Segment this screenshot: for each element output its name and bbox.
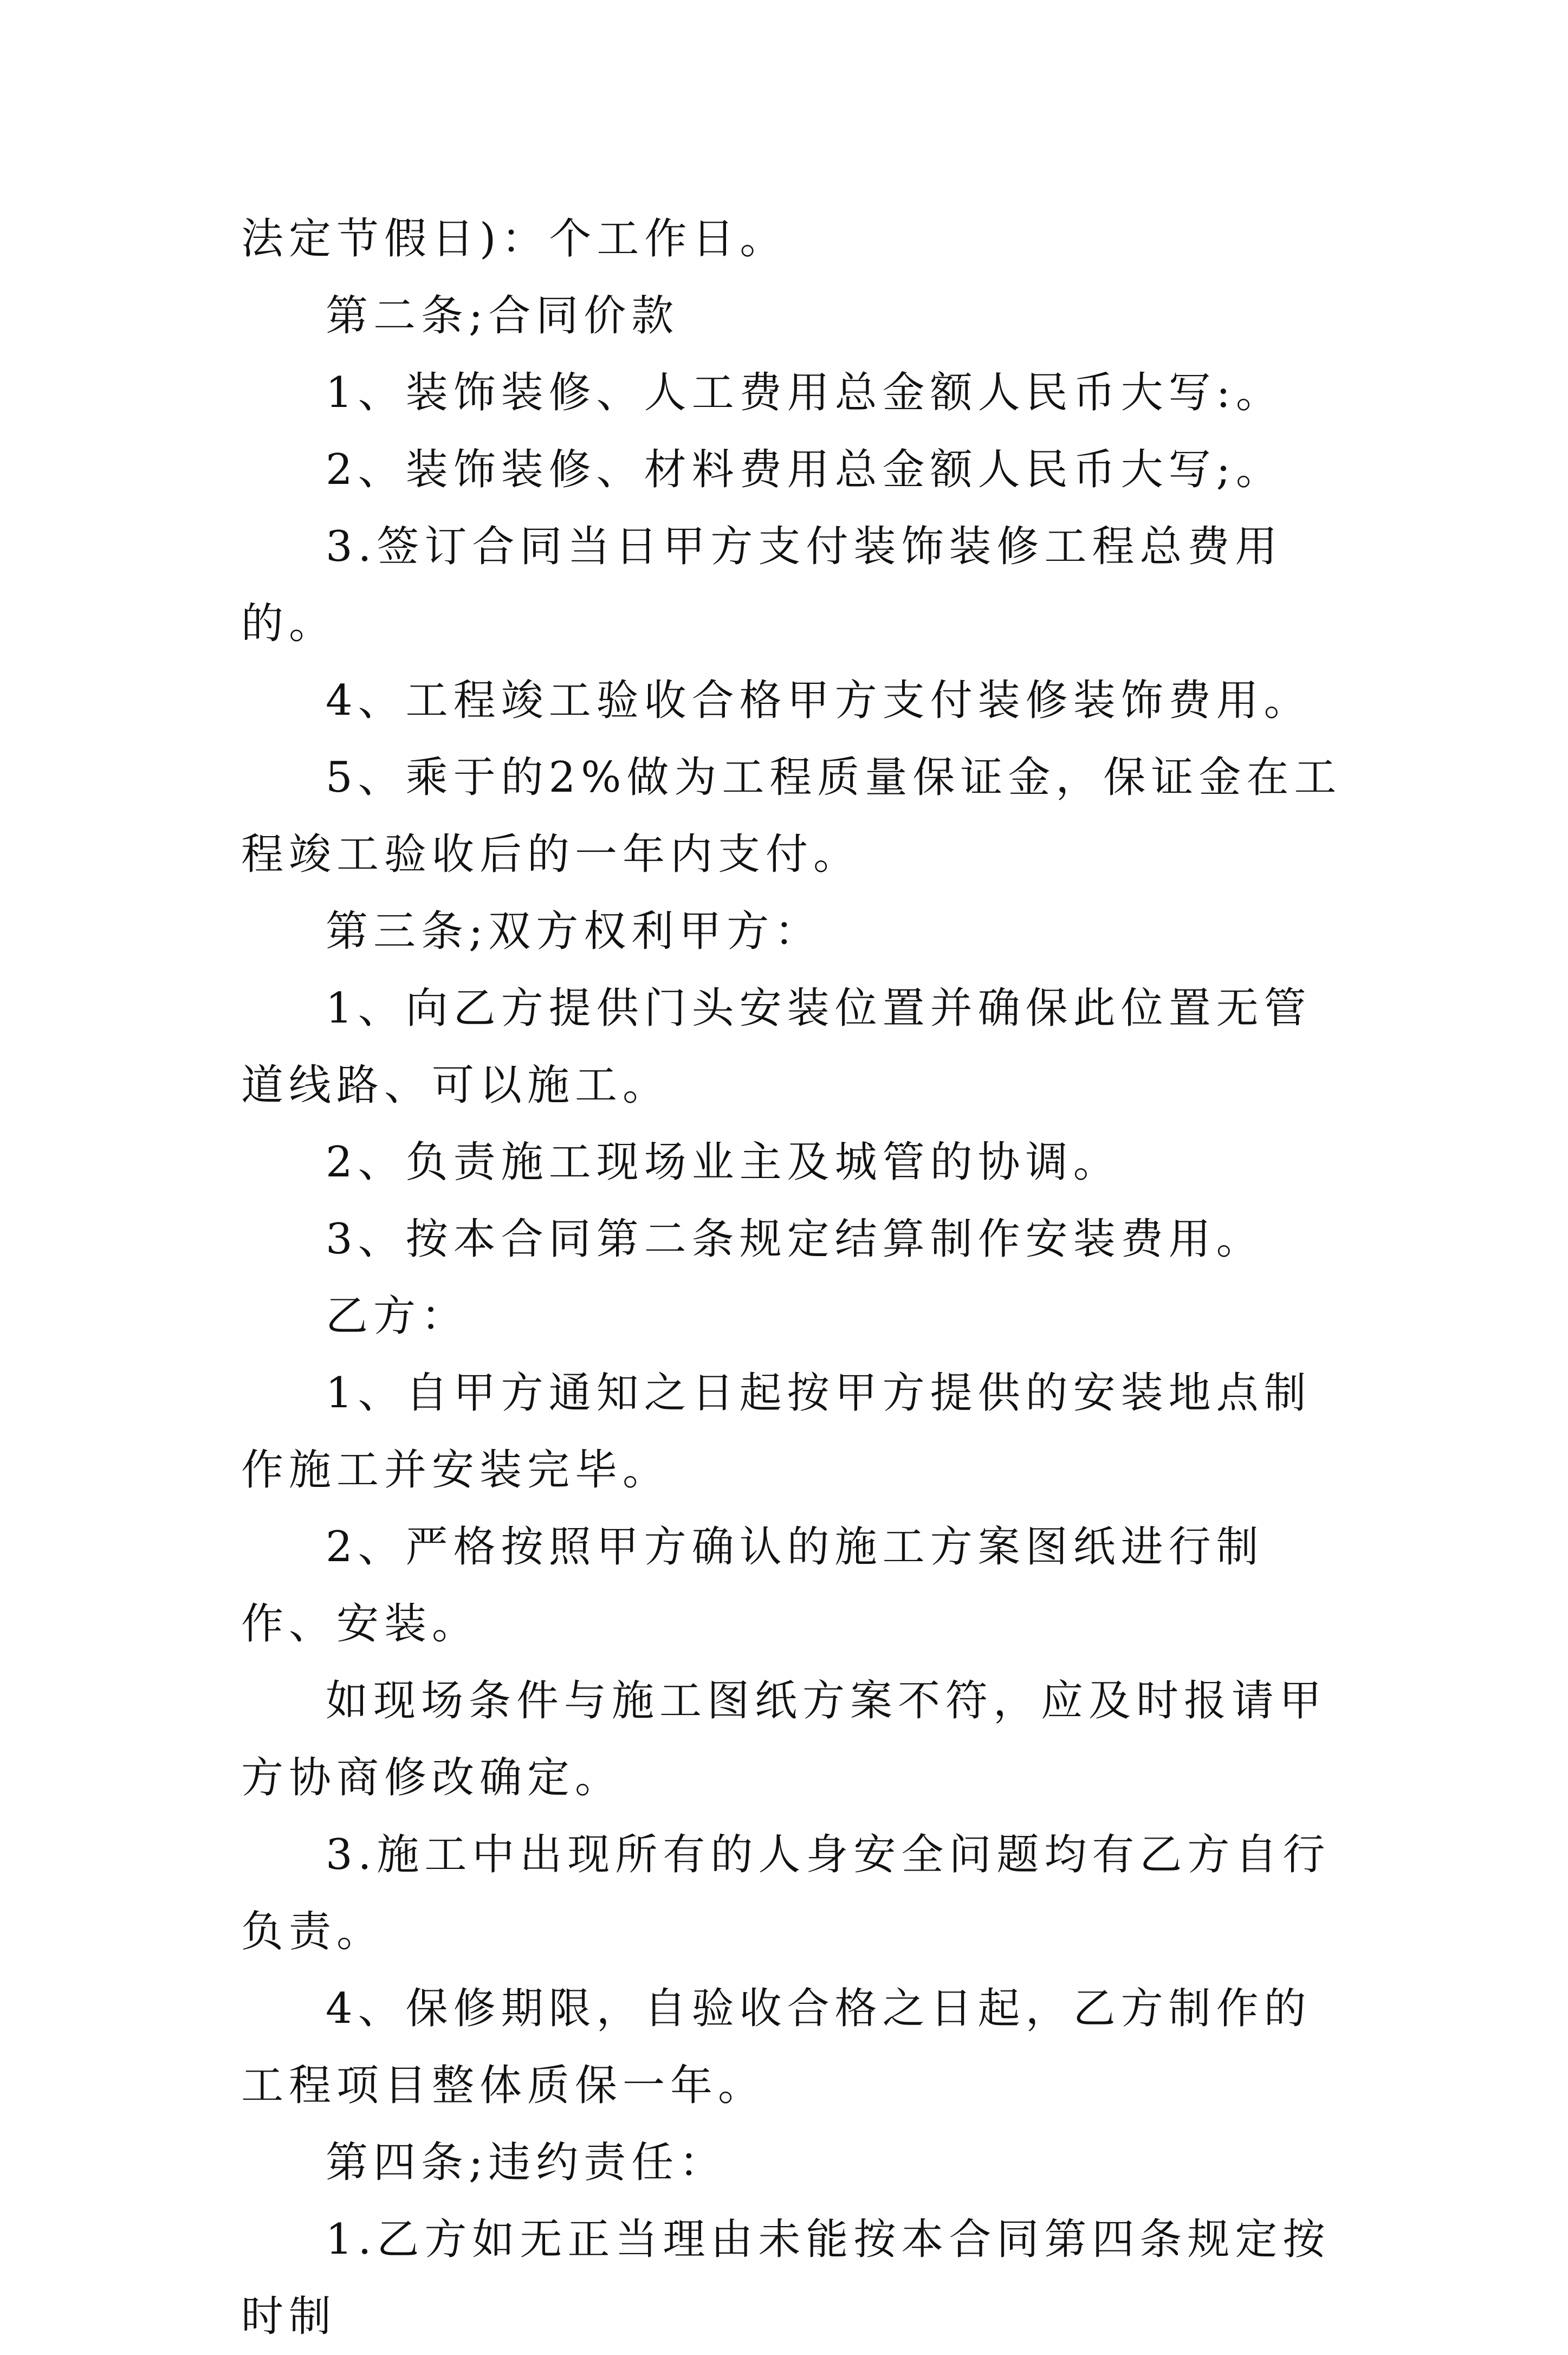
paragraph-continuation: 法定节假日)：个工作日。 [241, 215, 788, 263]
paragraph: 1、向乙方提供门头安装位置并确保此位置无管道线路、可以施工。 [241, 984, 1312, 1110]
party-b-heading: 乙方： [326, 1292, 469, 1341]
paragraph: 1、装饰装修、人工费用总金额人民币大写:。 [326, 368, 1284, 417]
paragraph: 2、负责施工现场业主及城管的协调。 [326, 1138, 1121, 1187]
paragraph: 4、保修期限，自验收合格之日起，乙方制作的工程项目整体质保一年。 [241, 1984, 1312, 2110]
section-heading-article-4: 第四条;违约责任： [326, 2138, 727, 2187]
section-heading-article-3: 第三条;双方权利甲方： [326, 907, 822, 956]
paragraph: 4、工程竣工验收合格甲方支付装修装饰费用。 [326, 676, 1312, 725]
paragraph: 5、乘于的2%做为工程质量保证金，保证金在工程竣工验收后的一年内支付。 [241, 753, 1342, 879]
paragraph: 3、按本合同第二条规定结算制作安装费用。 [326, 1215, 1264, 1264]
paragraph: 2、装饰装修、材料费用总金额人民币大写;。 [326, 445, 1284, 494]
paragraph: 如现场条件与施工图纸方案不符，应及时报请甲方协商修改确定。 [241, 1677, 1327, 1802]
paragraph: 3.签订合同当日甲方支付装饰装修工程总费用的。 [241, 522, 1283, 648]
paragraph: 1.乙方如无正当理由未能按本合同第四条规定按时制 [241, 2215, 1331, 2341]
paragraph: 1、自甲方通知之日起按甲方提供的安装地点制作施工并安装完毕。 [241, 1369, 1312, 1494]
section-heading-article-2: 第二条;合同价款 [326, 292, 679, 340]
contract-text [241, 200, 1346, 2355]
paragraph: 3.施工中出现所有的人身安全问题均有乙方自行负责。 [241, 1830, 1331, 1956]
paragraph: 2、严格按照甲方确认的施工方案图纸进行制作、安装。 [241, 1523, 1264, 1648]
